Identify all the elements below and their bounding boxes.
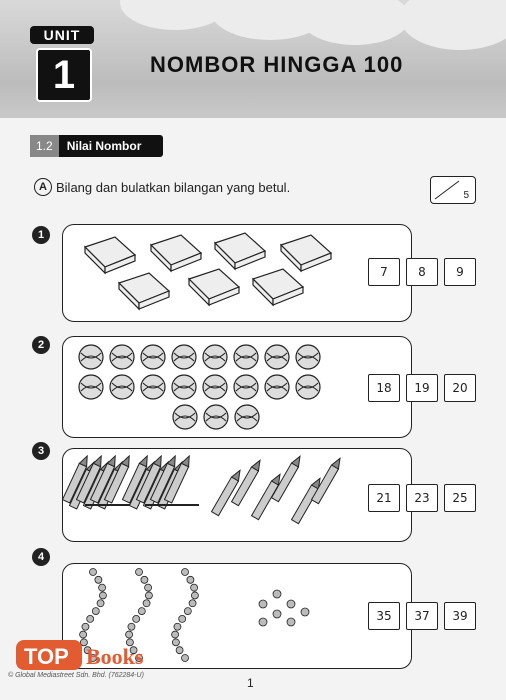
- crayon-icon: [312, 456, 344, 503]
- score-total: 5: [463, 190, 469, 201]
- answer-option[interactable]: 18: [368, 374, 400, 402]
- balls-illustration: [63, 337, 411, 437]
- answer-option[interactable]: 21: [368, 484, 400, 512]
- ball-icon: [234, 375, 258, 399]
- answer-options-1: [368, 258, 476, 286]
- ball-icon: [296, 345, 320, 369]
- ball-icon: [110, 375, 134, 399]
- ball-icon: [203, 375, 227, 399]
- logo-top-text: TOP: [24, 644, 69, 669]
- unit-badge: [24, 18, 100, 98]
- question-panel-3: [62, 448, 412, 542]
- ball-icon: [172, 345, 196, 369]
- copyright: © Global Mediastreet Sdn. Bhd. (762284-U): [8, 672, 144, 679]
- bead-icon: [273, 610, 281, 618]
- ball-icon: [265, 345, 289, 369]
- ball-icon: [265, 375, 289, 399]
- answer-option[interactable]: 39: [444, 602, 476, 630]
- ball-icon: [204, 405, 228, 429]
- ball-icon: [234, 345, 258, 369]
- page-title: NOMBOR HINGGA 100: [150, 52, 404, 77]
- answer-option[interactable]: 20: [444, 374, 476, 402]
- ball-icon: [141, 345, 165, 369]
- instruction: [34, 178, 290, 196]
- cloud-decor: [300, 0, 410, 45]
- score-box: [430, 176, 476, 204]
- question-number: 1: [32, 226, 50, 244]
- bead-icon: [259, 618, 267, 626]
- books-illustration: [63, 225, 411, 321]
- answer-option[interactable]: 25: [444, 484, 476, 512]
- question-number: 2: [32, 336, 50, 354]
- section-name: Nilai Nombor: [66, 139, 142, 153]
- instruction-text: Bilang dan bulatkan bilangan yang betul.: [56, 179, 291, 195]
- section-tag: [30, 135, 163, 157]
- unit-label: UNIT: [30, 26, 94, 44]
- answer-options-3: [368, 484, 476, 512]
- bead-icon: [259, 600, 267, 608]
- ball-icon: [79, 375, 103, 399]
- answer-options-4: [368, 602, 476, 630]
- ball-icon: [79, 345, 103, 369]
- ball-icon: [110, 345, 134, 369]
- unit-number: 1: [36, 48, 92, 102]
- answer-option[interactable]: 35: [368, 602, 400, 630]
- answer-option[interactable]: 9: [444, 258, 476, 286]
- question-number: 3: [32, 442, 50, 460]
- question-panel-1: [62, 224, 412, 322]
- ball-icon: [296, 375, 320, 399]
- instruction-badge: A: [34, 178, 52, 196]
- answer-option[interactable]: 37: [406, 602, 438, 630]
- question-number: 4: [32, 548, 50, 566]
- ball-icon: [173, 405, 197, 429]
- page-number: 1: [247, 676, 254, 690]
- answer-option[interactable]: 19: [406, 374, 438, 402]
- cloud-decor: [120, 0, 230, 30]
- logo-books-text: Books: [86, 644, 144, 669]
- bead-icon: [287, 618, 295, 626]
- answer-option[interactable]: 8: [406, 258, 438, 286]
- crayons-illustration: [63, 449, 411, 541]
- bead-icon: [273, 590, 281, 598]
- answer-option[interactable]: 23: [406, 484, 438, 512]
- question-panel-2: [62, 336, 412, 438]
- ball-icon: [172, 375, 196, 399]
- cloud-decor: [400, 0, 506, 50]
- answer-option[interactable]: 7: [368, 258, 400, 286]
- answer-options-2: [368, 374, 476, 402]
- ball-icon: [235, 405, 259, 429]
- ball-icon: [141, 375, 165, 399]
- bead-icon: [301, 608, 309, 616]
- section-number: 1.2: [30, 135, 59, 157]
- crayon-bundle-icon: [122, 454, 199, 509]
- ball-icon: [203, 345, 227, 369]
- bead-icon: [287, 600, 295, 608]
